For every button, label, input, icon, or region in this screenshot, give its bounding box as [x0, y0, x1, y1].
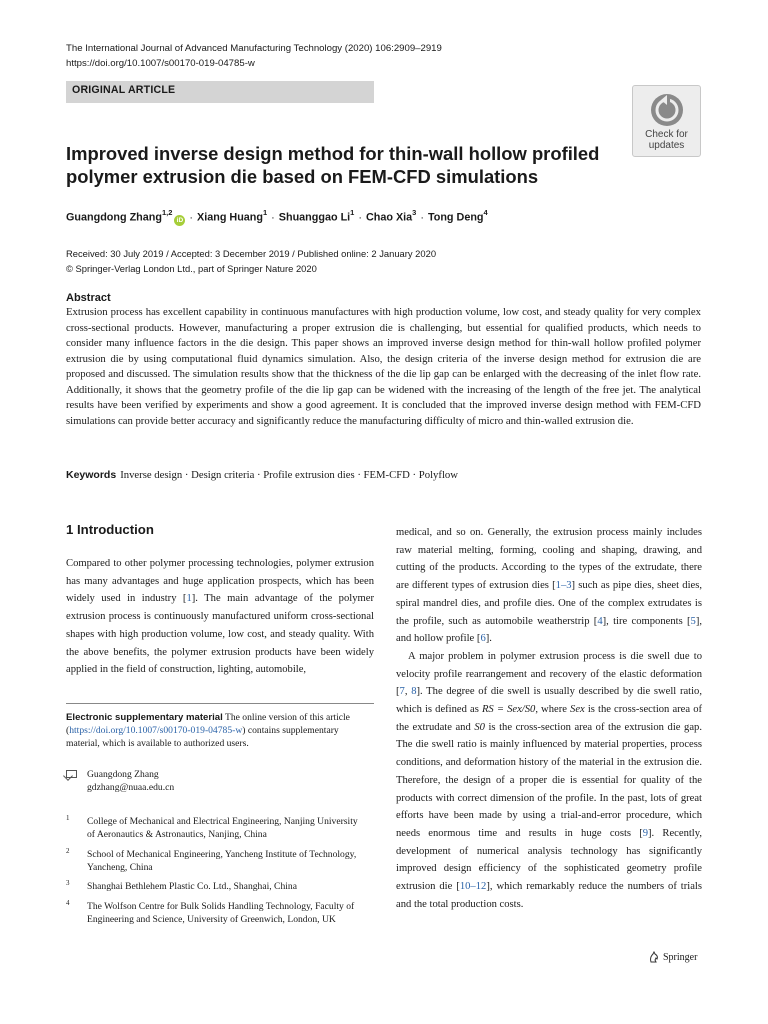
copyright-notice: © Springer-Verlag London Ltd., part of Springer Nature 2020: [66, 263, 317, 274]
springer-horse-icon: [648, 951, 660, 963]
doi-link[interactable]: https://doi.org/10.1007/s00170-019-04785-w: [66, 58, 255, 69]
author-separator: ·: [358, 211, 362, 224]
citation-link[interactable]: 1: [186, 593, 192, 605]
swell-ratio-formula: RS = Sex/S0: [481, 704, 536, 716]
author-name[interactable]: Shuanggao Li: [278, 211, 351, 224]
keywords-label: Keywords: [66, 469, 117, 481]
affiliation-number: 4: [66, 899, 70, 907]
abstract-text: Extrusion process has excellent capability in continuous manufactures with high production volume, low cost, and steady quality for very complex cross-sectional products. However, manufacturing a proper extrusion die is challenging, but essential for qualified products, which needs to consider many influence factors in the die design. This paper shows an improved inverse design method for thin-wall hollow profiled polymer extrusion die by using computational fluid dynamics simulation. Also, the design criteria of the inverse design method for extrusion die are proposed and discussed. The simulation results show that the thickness of the die lip gap can be enlarged with the decreasing of the inlet flow rate. Additionally, it shows that the geometry profile of the die lip gap can be widened with the increasing of the length of the free jet. The analytical results have been verified by experiments and show a good agreement. It is concluded that the improved inverse design method with FEM-CFD simulations can provide better accuracy and significantly reduce the manufacturing difficulty of micro and thin-walled extrusion die.: [66, 306, 701, 427]
affiliation-number: 1: [66, 814, 70, 822]
author-name[interactable]: Chao Xia: [365, 211, 413, 224]
citation-link[interactable]: 4: [597, 615, 603, 627]
affiliation-text: School of Mechanical Engineering, Yancheng Institute of Technology, Yancheng, China: [87, 849, 357, 873]
intro-paragraph: medical, and so on. Generally, the extrusion process mainly includes raw material melting, forming, cooling and shaping, drawing, and cutting of the products. According to the types of the extrudate, there are different types of extrusion dies [1–3] such as pipe dies, sheet dies, spiral mandrel dies, and profile dies. One of the complex extrudates is the profile, such as automobile weatherstrip [4], tire components [5], and hollow profile [6].: [396, 527, 702, 645]
affiliation-item: [66, 880, 366, 893]
author-name[interactable]: Guangdong Zhang: [66, 211, 162, 224]
check-for-updates-badge[interactable]: [632, 85, 701, 157]
citation-link[interactable]: 10–12: [459, 881, 487, 893]
affiliation-text: College of Mechanical and Electrical Engineering, Nanjing University of Aeronautics & Astronautics, Nanjing, China: [87, 816, 358, 840]
citation-link[interactable]: 5: [690, 615, 696, 627]
author-list: [66, 207, 488, 226]
journal-citation: The International Journal of Advanced Manufacturing Technology (2020) 106:2909–2919: [66, 43, 442, 54]
author-separator: ·: [271, 211, 275, 224]
affiliation-number: 3: [66, 879, 70, 887]
check-for-updates-label: Check for updates: [645, 129, 688, 151]
paper-title: Improved inverse design method for thin-wall hollow profiled polymer extrusion die based on FEM-CFD simulations: [66, 143, 600, 187]
corresponding-author-email[interactable]: gdzhang@nuaa.edu.cn: [87, 782, 175, 793]
article-type-banner: ORIGINAL ARTICLE: [66, 81, 374, 103]
orcid-icon[interactable]: iD: [174, 215, 185, 226]
affiliation-text: Shanghai Bethlehem Plastic Co. Ltd., Shanghai, China: [87, 881, 297, 892]
envelope-icon: [66, 770, 77, 778]
author-affiliation-mark: 1: [263, 208, 268, 217]
citation-link[interactable]: 1–3: [555, 580, 572, 592]
keywords: [66, 468, 706, 482]
supplementary-link[interactable]: https://doi.org/10.1007/s00170-019-04785-w: [69, 725, 243, 736]
affiliation-number: 2: [66, 847, 70, 855]
intro-paragraph: A major problem in polymer extrusion process is die swell due to velocity profile rearrangement and recovery of the elastic deformation [7, 8]. The degree of die swell is usually described by die swell ratio, which is defined as RS = Sex/S0, where Sex is the cross-section area of the extrudate and S0 is the cross-section area of the extrusion die gap. The die swell ratio is mainly influenced by material properties, process conditions, and deformation history of the material in the extrusion die. Therefore, the design of a proper die is essential for quality of the products with correct dimension of the profile. In the past, lots of great efforts have been made by using a trial-and-error procedure, which needs enormous time and results in huge costs [9]. Recently, development of numerical analysis technology has significantly improved design efficiency of the sophisticated geometry profile extrusion die [10–12], which remarkably reduce the numbers of trials and the total production costs.: [396, 650, 703, 910]
footnote-divider: [66, 703, 374, 704]
author-affiliation-mark: 4: [483, 208, 488, 217]
symbol-sex: Sex: [570, 704, 585, 716]
author-affiliation-mark: 1: [350, 208, 355, 217]
symbol-s0: S0: [474, 721, 485, 733]
springer-logo: [648, 951, 697, 963]
publication-dates: Received: 30 July 2019 / Accepted: 3 December 2019 / Published online: 2 January 2020: [66, 248, 437, 259]
affiliation-item: [66, 815, 366, 841]
section-heading-introduction: 1 Introduction: [66, 522, 154, 537]
author-name[interactable]: Tong Deng: [427, 211, 484, 224]
affiliation-item: [66, 848, 366, 874]
affiliation-text: The Wolfson Centre for Bulk Solids Handling Technology, Faculty of Engineering and Science, University of Greenwich, London, UK: [87, 901, 355, 925]
author-separator: ·: [189, 211, 194, 224]
intro-paragraph-left: Compared to other polymer processing technologies, polymer extrusion has many advantages and huge application prospects, which has been widely used in industry [1]. The main advantage of the polymer extrusion process is continuously manufactured uniform cross-sectional shapes with high production volume, low cost, and steady quality. With the above benefits, the polymer extrusion products have been widely applied in the field of construction, lighting, automobile,: [66, 558, 374, 676]
citation-link[interactable]: 8: [411, 686, 417, 698]
author-affiliation-mark: 1,2: [161, 208, 173, 217]
publisher-name: Springer: [663, 951, 698, 963]
author-separator: ·: [420, 211, 424, 224]
supplementary-material-note: Electronic supplementary material The online version of this article (https://doi.org/10.1007/s00170-019-04785-w) contains supplementary material, which is available to authorized users.: [66, 712, 350, 749]
supplementary-label: Electronic supplementary material: [66, 712, 223, 723]
corresponding-author-name: Guangdong Zhang: [87, 769, 159, 780]
check-for-updates-icon: [649, 92, 685, 128]
citation-link[interactable]: 7: [399, 686, 405, 698]
intro-right-column: [396, 524, 702, 913]
abstract-heading: Abstract: [66, 292, 111, 304]
citation-link[interactable]: 9: [642, 827, 649, 839]
keywords-list: Inverse design · Design criteria · Profile extrusion dies · FEM-CFD · Polyflow: [120, 469, 458, 481]
affiliation-item: [66, 900, 376, 926]
citation-link[interactable]: 6: [480, 633, 486, 645]
author-affiliation-mark: 3: [412, 208, 417, 217]
author-name[interactable]: Xiang Huang: [197, 211, 263, 224]
